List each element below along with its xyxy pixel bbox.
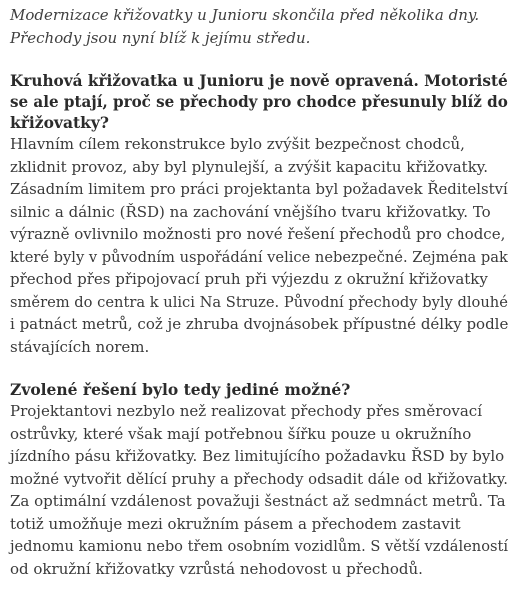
answer-line: od okružní křižovatky vzrůstá nehodovost u přechodů. xyxy=(10,559,423,578)
answer-line: silnic a dálnic (ŘSD) na zachování vnějšího tvaru křižovatky. To xyxy=(10,202,491,221)
question-line: Zvolené řešení bylo tedy jediné možné? xyxy=(10,380,351,399)
answer-line: Za optimální vzdálenost považuji šestnáct až sedmnáct metrů. Ta xyxy=(10,492,506,510)
answer-line: jednomu kamionu nebo třem osobním vozidlům. S větší vzdáleností xyxy=(10,537,509,555)
answer-line: Projektantovi nezbylo než realizovat přechody přes směrovací xyxy=(10,402,483,420)
answer-line: výrazně ovlivnilo možnosti pro nové řešení přechodů pro chodce, xyxy=(10,225,506,243)
answer-line: totiž umožňuje mezi okružním pásem a přechodem zastavit xyxy=(10,514,461,533)
answer-line: jízdního pásu křižovatky. Bez limitujícího požadavku ŘSD by bylo xyxy=(10,447,505,465)
answer-line: Hlavním cílem rekonstrukce bylo zvýšit bezpečnost chodců, xyxy=(10,135,465,153)
answer-line: i patnáct metrů, což je zhruba dvojnásobek přípustné délky podle xyxy=(10,315,509,333)
question-line: křižovatky? xyxy=(10,113,109,132)
answer-line: Zásadním limitem pro práci projektanta byl požadavek Ředitelství xyxy=(10,180,508,198)
interview-answer xyxy=(10,133,508,358)
qa-block-2 xyxy=(10,379,508,580)
answer-line: stávajících norem. xyxy=(10,337,150,356)
caption-line: Přechody jsou nyní blíž k jejímu středu. xyxy=(10,28,311,47)
photo-caption xyxy=(10,4,508,49)
answer-line: přechod přes připojovací pruh při výjezdu z okružní křižovatky xyxy=(10,270,488,288)
qa-block-1 xyxy=(10,70,508,358)
answer-line: možné vytvořit dělící pruhy a přechody odsadit dále od křižovatky. xyxy=(10,469,508,488)
question-line: se ale ptají, proč se přechody pro chodce přesunuly blíž do xyxy=(10,92,508,111)
answer-line: zklidnit provoz, aby byl plynulejší, a zvýšit kapacitu křižovatky. xyxy=(10,157,489,176)
interview-answer xyxy=(10,400,508,580)
caption-line: Modernizace křižovatky u Junioru skončila před několika dny. xyxy=(10,6,480,24)
answer-line: ostrůvky, které však mají potřebnou šířku pouze u okružního xyxy=(10,424,472,443)
question-line: Kruhová křižovatka u Junioru je nově opravená. Motoristé xyxy=(10,71,508,90)
interview-question xyxy=(10,70,508,133)
answer-line: které byly v původním uspořádání velice nebezpečné. Zejména pak xyxy=(10,247,508,266)
answer-line: směrem do centra k ulici Na Struze. Původní přechody byly dlouhé xyxy=(10,292,508,311)
interview-question xyxy=(10,379,508,400)
article xyxy=(10,4,508,580)
